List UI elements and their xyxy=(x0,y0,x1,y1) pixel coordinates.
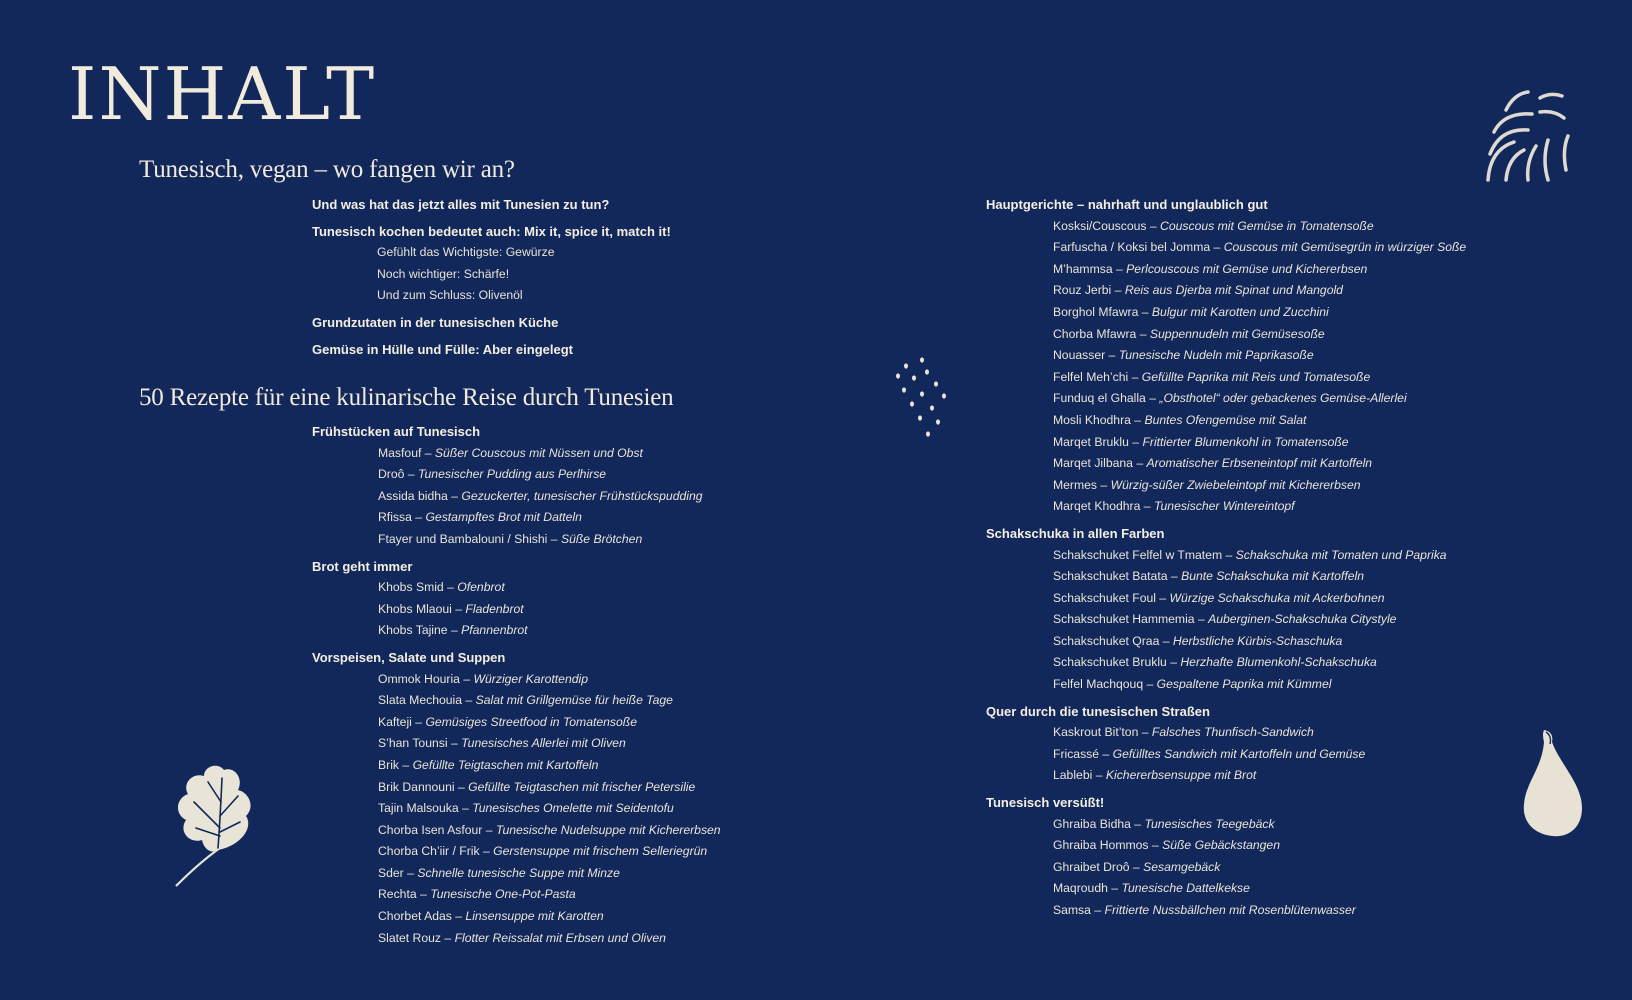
recipe-item xyxy=(378,486,832,508)
section-title: Brot geht immer xyxy=(312,558,413,574)
separator: – xyxy=(1132,456,1147,471)
recipe-description: Schnelle tunesische Suppe mit Minze xyxy=(417,865,620,880)
part1-list xyxy=(312,194,832,360)
recipe-name: Tajin Malsouka xyxy=(378,801,459,816)
recipe-name: Farfuscha / Koksi bel Jomma xyxy=(1053,240,1211,255)
recipe-item xyxy=(1053,237,1526,259)
recipe-description: Aromatischer Erbseneintopf mit Kartoffeln xyxy=(1146,456,1373,471)
recipe-item xyxy=(1053,652,1526,674)
recipe-description: Tunesischer Pudding aus Perlhirse xyxy=(417,467,607,482)
separator: – xyxy=(1128,434,1143,449)
separator: – xyxy=(443,580,458,595)
recipe-description: Sesamgebäck xyxy=(1143,859,1221,874)
recipe-name: Felfel Meh’chi xyxy=(1053,369,1129,384)
separator: – xyxy=(482,822,496,837)
recipe-description: Flotter Reissalat mit Erbsen und Oliven xyxy=(454,930,666,945)
recipe-name: Brik Dannouni xyxy=(378,779,455,794)
separator: – xyxy=(1222,547,1236,562)
recipe-description: Linsensuppe mit Karotten xyxy=(465,909,604,924)
recipe-name: Slatet Rouz xyxy=(378,930,442,945)
recipe-description: Salat mit Grillgemüse für heiße Tage xyxy=(475,693,673,708)
recipe-description: Würzige Schakschuka mit Ackerbohnen xyxy=(1169,590,1385,605)
recipe-item xyxy=(1053,566,1526,588)
recipe-item xyxy=(378,712,832,734)
recipe-description: Perlcouscous mit Gemüse und Kichererbsen xyxy=(1126,261,1368,276)
recipe-name: Chorba Isen Asfour xyxy=(378,822,483,837)
recipe-item xyxy=(378,733,832,755)
recipe-item xyxy=(1053,722,1526,744)
recipe-description: Gefüllte Paprika mit Reis und Tomatesoße xyxy=(1141,369,1371,384)
recipes-left-column xyxy=(312,421,832,949)
recipe-item xyxy=(378,755,832,777)
recipe-item xyxy=(378,669,832,691)
recipe-name: Ghraibet Droô xyxy=(1053,859,1130,874)
separator: – xyxy=(1159,633,1173,648)
separator: – xyxy=(451,601,466,616)
recipe-item xyxy=(1053,878,1526,900)
recipe-description: Pfannenbrot xyxy=(461,623,528,638)
recipe-item xyxy=(1053,216,1526,238)
section-title: Gemüse in Hülle und Fülle: Aber eingelegt xyxy=(312,341,573,357)
separator: – xyxy=(1167,569,1182,584)
recipe-name: Masfouf xyxy=(378,445,422,460)
separator: – xyxy=(1146,218,1161,233)
recipe-description: Couscous mit Gemüse in Tomatensoße xyxy=(1160,218,1374,233)
recipe-description: Gefüllte Teigtaschen mit frischer Petersilie xyxy=(468,779,696,794)
recipe-item xyxy=(1053,857,1526,879)
recipe-description: Fladenbrot xyxy=(465,601,524,616)
recipe-item xyxy=(1053,432,1526,454)
recipe-description: Bunte Schakschuka mit Kartoffeln xyxy=(1181,569,1364,584)
recipe-name: Borghol Mfawra xyxy=(1053,304,1139,319)
section-title: Tunesisch versüßt! xyxy=(986,795,1105,811)
recipe-name: Ommok Houria xyxy=(378,671,460,686)
recipe-description: Bulgur mit Karotten und Zucchini xyxy=(1151,304,1329,319)
recipe-item xyxy=(1053,388,1526,410)
recipe-description: Süße Brötchen xyxy=(560,531,643,546)
separator: – xyxy=(411,510,426,525)
recipe-item xyxy=(378,620,832,642)
separator: – xyxy=(1099,746,1113,761)
recipe-item xyxy=(1053,588,1526,610)
section-title: Vorspeisen, Salate und Suppen xyxy=(312,649,506,665)
recipe-item xyxy=(1053,814,1526,836)
separator: – xyxy=(441,930,455,945)
recipe-item xyxy=(1053,453,1526,475)
recipe-description: Buntes Ofengemüse mit Salat xyxy=(1144,412,1307,427)
separator: – xyxy=(1130,412,1145,427)
page-title: INHALT xyxy=(68,52,377,136)
recipe-item xyxy=(378,906,832,928)
recipe-description: Tunesische Dattelkekse xyxy=(1121,881,1250,896)
recipe-name: Ghraiba Bidha xyxy=(1053,816,1131,831)
recipe-item xyxy=(1053,259,1526,281)
recipe-item xyxy=(378,777,832,799)
recipe-description: Gefülltes Sandwich mit Kartoffeln und Gemüse xyxy=(1112,746,1366,761)
part2-heading: 50 Rezepte für eine kulinarische Reise durch Tunesien xyxy=(139,384,674,411)
recipe-item xyxy=(1053,609,1526,631)
recipe-name: Schakschuket Foul xyxy=(1053,590,1156,605)
separator: – xyxy=(1097,477,1111,492)
recipe-item xyxy=(1053,835,1526,857)
recipe-description: Süßer Couscous mit Nüssen und Obst xyxy=(434,445,643,460)
recipe-name: Rouz Jerbi xyxy=(1053,283,1112,298)
recipe-description: Tunesisches Omelette mit Seidentofu xyxy=(472,801,674,816)
separator: – xyxy=(1128,369,1142,384)
section-title: Grundzutaten in der tunesischen Küche xyxy=(312,314,559,330)
separator: – xyxy=(421,445,435,460)
recipe-description: Herbstliche Kürbis-Schaschuka xyxy=(1172,633,1343,648)
section-title: Frühstücken auf Tunesisch xyxy=(312,424,481,439)
recipe-description: Falsches Thunfisch-Sandwich xyxy=(1151,725,1314,740)
recipe-item xyxy=(1053,367,1526,389)
separator: – xyxy=(462,693,476,708)
separator: – xyxy=(479,844,494,859)
separator: – xyxy=(1138,725,1152,740)
section-title: Tunesisch kochen bedeutet auch: Mix it, spice it, match it! xyxy=(312,223,671,239)
separator: – xyxy=(403,865,418,880)
recipe-name: Schakschuket Felfel w Tmatem xyxy=(1053,547,1223,562)
recipe-description: Tunesisches Teegebäck xyxy=(1144,816,1275,831)
separator: – xyxy=(1145,391,1160,406)
recipe-item xyxy=(378,798,832,820)
recipe-description: Frittierte Nussbällchen mit Rosenblütenwasser xyxy=(1104,903,1356,917)
recipe-item xyxy=(1053,545,1526,567)
recipe-item xyxy=(378,820,832,842)
separator: – xyxy=(447,623,462,638)
recipe-name: Schakschuket Batata xyxy=(1053,569,1168,584)
recipe-name: Schakschuket Qraa xyxy=(1053,633,1160,648)
recipe-name: Slata Mechouia xyxy=(378,693,463,708)
recipe-item xyxy=(1053,324,1526,346)
recipe-description: Gemüsiges Streetfood in Tomatensoße xyxy=(425,714,638,729)
recipe-item xyxy=(1053,631,1526,653)
recipe-name: Khobs Smid xyxy=(378,580,444,595)
recipe-description: „Obsthotel“ oder gebackenes Gemüse-Allerlei xyxy=(1159,391,1407,406)
separator: – xyxy=(1107,881,1122,896)
recipe-name: Schakschuket Hammemia xyxy=(1053,612,1195,627)
separator: – xyxy=(416,887,431,902)
separator: – xyxy=(454,779,469,794)
recipe-name: Mosli Khodhra xyxy=(1053,412,1131,427)
recipe-name: Marqet Jilbana xyxy=(1053,456,1133,471)
recipe-description: Reis aus Djerba mit Spinat und Mangold xyxy=(1124,283,1343,298)
separator: – xyxy=(447,488,462,503)
recipe-item xyxy=(378,443,832,465)
toc-item: Gefühlt das Wichtigste: Gewürze xyxy=(377,245,555,260)
recipe-description: Tunesischer Wintereintopf xyxy=(1153,499,1295,514)
recipe-description: Tunesische Nudelsuppe mit Kichererbsen xyxy=(495,822,721,837)
recipe-name: Chorbet Adas xyxy=(378,909,452,924)
recipe-description: Couscous mit Gemüsegrün in würziger Soße xyxy=(1223,240,1467,255)
recipe-item xyxy=(378,577,832,599)
recipe-name: Khobs Tajine xyxy=(378,623,448,638)
recipe-name: M’hammsa xyxy=(1053,261,1113,276)
recipe-name: Nouasser xyxy=(1053,348,1106,363)
recipe-item xyxy=(1053,280,1526,302)
recipe-item xyxy=(378,507,832,529)
recipe-description: Ofenbrot xyxy=(457,580,505,595)
recipe-item xyxy=(1053,674,1526,696)
toc-item: Noch wichtiger: Schärfe! xyxy=(377,266,510,281)
separator: – xyxy=(459,671,474,686)
recipe-item xyxy=(1053,302,1526,324)
recipe-description: Würziger Karottendip xyxy=(473,671,588,686)
separator: – xyxy=(1090,903,1105,917)
section-title: Schakschuka in allen Farben xyxy=(986,525,1165,541)
recipe-name: Marqet Khodhra xyxy=(1053,499,1141,514)
palm-sketch-icon xyxy=(1484,84,1574,194)
separator: – xyxy=(1092,768,1106,783)
recipe-item xyxy=(378,690,832,712)
separator: – xyxy=(1138,304,1152,319)
recipe-name: Maqroudh xyxy=(1053,881,1108,896)
separator: – xyxy=(1112,261,1127,276)
recipe-item xyxy=(1053,345,1526,367)
dots-cluster-icon xyxy=(892,356,952,438)
separator: – xyxy=(1111,283,1125,298)
recipe-description: Herzhafte Blumenkohl-Schakschuka xyxy=(1180,655,1377,670)
section-title: Quer durch die tunesischen Straßen xyxy=(986,703,1210,719)
recipe-name: Marqet Bruklu xyxy=(1053,434,1129,449)
separator: – xyxy=(451,909,466,924)
recipe-name: Kosksi/Couscous xyxy=(1053,218,1147,233)
separator: – xyxy=(1129,859,1144,874)
separator: – xyxy=(1210,240,1224,255)
separator: – xyxy=(1166,655,1181,670)
recipe-item xyxy=(1053,900,1526,922)
recipe-item xyxy=(1053,744,1526,766)
recipe-name: Schakschuket Bruklu xyxy=(1053,655,1167,670)
separator: – xyxy=(1155,590,1170,605)
recipes-right-column xyxy=(986,194,1526,922)
section-title: Hauptgerichte – nahrhaft und unglaublich gut xyxy=(986,197,1268,212)
recipe-item xyxy=(378,884,832,906)
separator: – xyxy=(1105,348,1119,363)
recipe-name: Khobs Mlaoui xyxy=(378,601,452,616)
separator: – xyxy=(1143,677,1157,692)
recipe-description: Frittierter Blumenkohl in Tomatensoße xyxy=(1142,434,1349,449)
separator: – xyxy=(547,531,561,546)
recipe-description: Gespaltene Paprika mit Kümmel xyxy=(1156,677,1332,692)
recipe-description: Suppennudeln mit Gemüsesoße xyxy=(1149,326,1325,341)
recipe-description: Gefüllte Teigtaschen mit Kartoffeln xyxy=(412,757,599,772)
recipe-name: Chorba Mfawra xyxy=(1053,326,1137,341)
recipe-description: Tunesische One-Pot-Pasta xyxy=(430,887,576,902)
recipe-description: Kichererbsensuppe mit Brot xyxy=(1105,768,1257,783)
recipe-description: Gestampftes Brot mit Datteln xyxy=(425,510,582,525)
recipe-description: Tunesische Nudeln mit Paprikasoße xyxy=(1118,348,1314,363)
recipe-item xyxy=(378,863,832,885)
recipe-name: Lablebi xyxy=(1053,768,1093,783)
section-title: Und was hat das jetzt alles mit Tunesien zu tun? xyxy=(312,197,610,212)
recipe-name: Mermes xyxy=(1053,477,1098,492)
recipe-name: Rfissa xyxy=(378,510,412,525)
recipe-name: Droô xyxy=(378,467,405,482)
recipe-name: Sder xyxy=(378,865,404,880)
recipe-item xyxy=(378,599,832,621)
separator: – xyxy=(1148,838,1163,853)
leaf-icon xyxy=(170,762,254,888)
recipe-item xyxy=(1053,410,1526,432)
recipe-description: Auberginen-Schakschuka Citystyle xyxy=(1208,612,1397,627)
recipe-item xyxy=(1053,765,1526,787)
recipe-name: Funduq el Ghalla xyxy=(1053,391,1146,406)
fig-icon xyxy=(1520,728,1586,840)
separator: – xyxy=(1140,499,1154,514)
recipe-name: Samsa xyxy=(1053,903,1091,917)
recipe-description: Süße Gebäckstangen xyxy=(1162,838,1280,853)
recipe-name: Rechta xyxy=(378,887,417,902)
separator: – xyxy=(1130,816,1145,831)
recipe-name: Felfel Machqouq xyxy=(1053,677,1144,692)
recipe-description: Würzig-süßer Zwiebeleintopf mit Kichererbsen xyxy=(1110,477,1361,492)
recipe-item xyxy=(1053,475,1526,497)
separator: – xyxy=(1194,612,1209,627)
recipe-name: Assida bidha xyxy=(378,488,448,503)
recipe-item xyxy=(378,464,832,486)
separator: – xyxy=(404,467,418,482)
separator: – xyxy=(411,714,426,729)
recipe-name: Chorba Ch’iir / Frik xyxy=(378,844,480,859)
recipe-description: Schakschuka mit Tomaten und Paprika xyxy=(1235,547,1447,562)
toc-item: Und zum Schluss: Olivenöl xyxy=(377,288,523,303)
recipe-item xyxy=(378,529,832,551)
recipe-description: Gerstensuppe mit frischem Selleriegrün xyxy=(493,844,708,859)
separator: – xyxy=(447,736,462,751)
recipe-item xyxy=(378,841,832,863)
separator: – xyxy=(1136,326,1150,341)
recipe-name: Kaskrout Bit’ton xyxy=(1053,725,1139,740)
recipe-description: Gezuckerter, tunesischer Frühstückspudding xyxy=(461,488,703,503)
separator: – xyxy=(399,757,413,772)
recipe-item xyxy=(1053,496,1526,518)
recipe-name: S’han Tounsi xyxy=(378,736,448,751)
recipe-item xyxy=(378,928,832,950)
recipe-name: Ghraiba Hommos xyxy=(1053,838,1149,853)
recipe-name: Ftayer und Bambalouni / Shishi xyxy=(378,531,548,546)
recipe-name: Fricassé xyxy=(1053,746,1100,761)
separator: – xyxy=(458,801,473,816)
recipe-name: Brik xyxy=(378,757,399,772)
part1-heading: Tunesisch, vegan – wo fangen wir an? xyxy=(139,156,515,183)
recipe-name: Kafteji xyxy=(378,714,412,729)
recipe-description: Tunesisches Allerlei mit Oliven xyxy=(461,736,626,751)
